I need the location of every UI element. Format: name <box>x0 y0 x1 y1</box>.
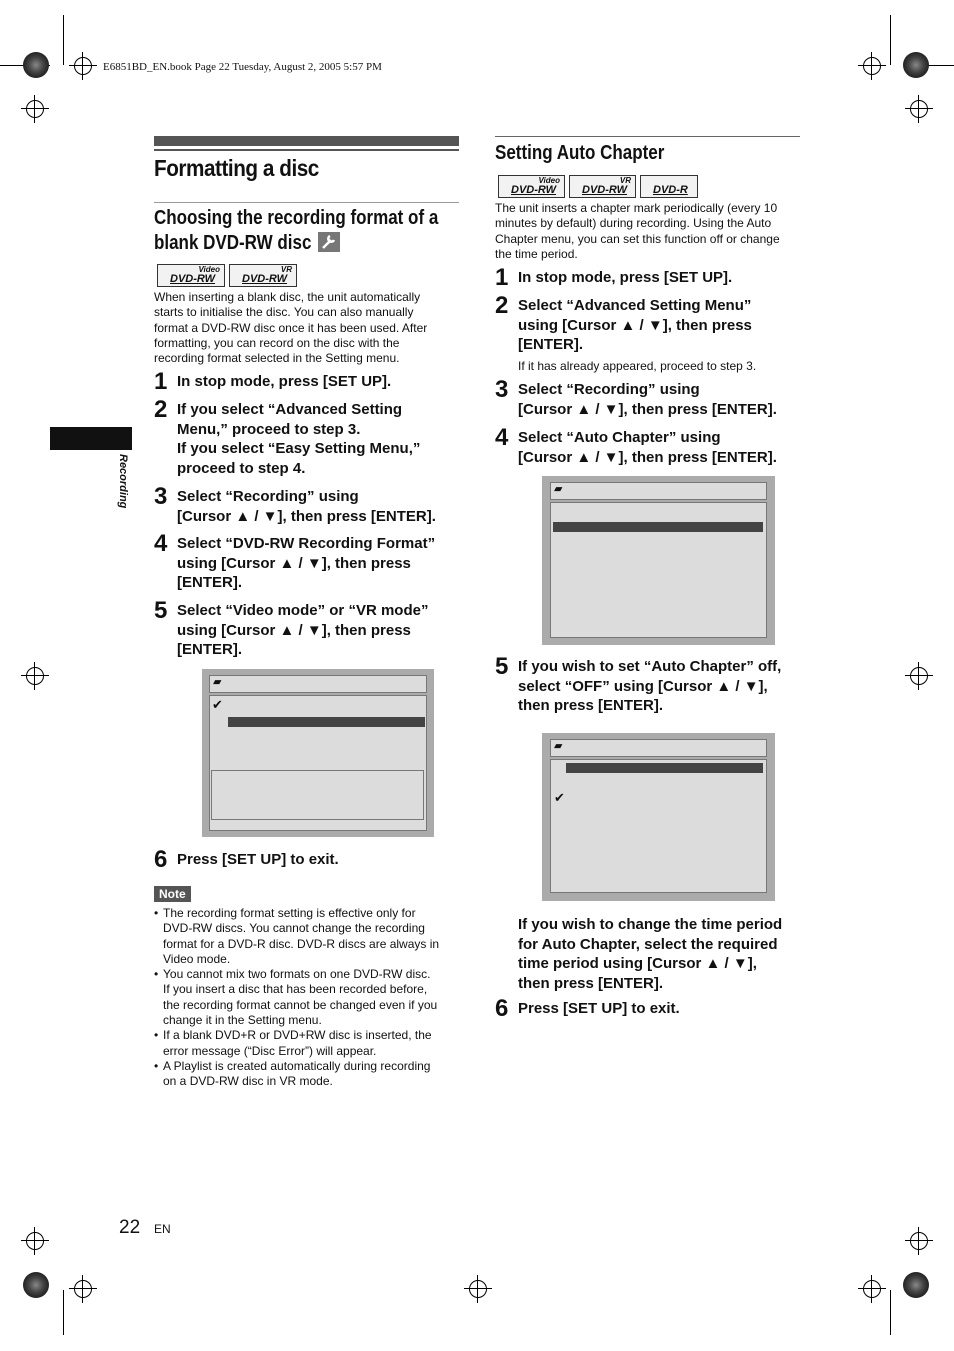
disc-type-badge <box>157 264 225 287</box>
note-item <box>154 1059 464 1090</box>
step-text <box>177 400 420 478</box>
badge-sup: VR <box>619 176 631 185</box>
crosshair-mark <box>863 57 881 75</box>
step-line: [Cursor ▲ / ▼], then press [ENTER]. <box>518 400 777 418</box>
text-line: starts to initialise the disc. You can also manually <box>154 305 414 320</box>
step-line: If you select “Easy Setting Menu,” <box>177 440 421 457</box>
title-bar <box>154 136 459 146</box>
registration-mark <box>23 52 49 78</box>
disc-type-badge <box>640 175 698 198</box>
wrench-icon <box>318 232 340 252</box>
crosshair-mark <box>74 1280 92 1298</box>
section-tab <box>50 427 132 450</box>
badge-label: DVD-RW <box>242 273 288 285</box>
step-number: 4 <box>495 424 509 451</box>
setup-menu-screen <box>202 669 434 837</box>
text-line: recording format selected in the Setting menu. <box>154 351 400 366</box>
note-line: • If a blank DVD+R or DVD+RW disc is inserted, the <box>163 1028 432 1043</box>
step-line: then press [ENTER]. <box>518 697 664 714</box>
text-line: formatting, you can record on the disc with the <box>154 335 400 350</box>
step-number: 2 <box>154 396 168 423</box>
text-line: The unit inserts a chapter mark periodically (every 10 <box>495 201 778 215</box>
step-line: In stop mode, press [SET UP]. <box>177 373 392 390</box>
title-bar-line <box>154 149 459 151</box>
step-line: Menu,” proceed to step 3. <box>177 420 361 438</box>
text-line: When inserting a blank disc, the unit automatically <box>154 290 421 304</box>
step-line: using [Cursor ▲ / ▼], then press <box>177 554 411 572</box>
step-line: using [Cursor ▲ / ▼], then press <box>518 316 752 334</box>
step-text <box>518 296 752 355</box>
setup-menu-icon: ▰ <box>554 483 563 495</box>
step-line: Select “Advanced Setting Menu” <box>518 297 752 314</box>
section-subtitle <box>154 206 460 256</box>
badge-label: DVD-RW <box>170 273 216 285</box>
crosshair-mark <box>910 100 928 118</box>
crosshair-mark <box>910 667 928 685</box>
step-text <box>518 380 777 419</box>
step-line: Select “Video mode” or “VR mode” <box>177 602 429 619</box>
badge-label: DVD-R <box>653 184 688 196</box>
step-line: proceed to step 4. <box>177 459 306 477</box>
intro-text <box>154 290 427 366</box>
badge-sup: Video <box>198 265 220 274</box>
step-number: 3 <box>495 376 509 403</box>
step-line: using [Cursor ▲ / ▼], then press <box>177 621 411 639</box>
note-line: • A Playlist is created automatically during recording <box>163 1058 431 1073</box>
badge-label: DVD-RW <box>511 184 557 196</box>
note-line: Video mode. <box>163 951 231 966</box>
step-line: Select “Recording” using <box>177 488 359 505</box>
crosshair-mark <box>26 1232 44 1250</box>
text-line: Chapter menu, you can set this function off or change <box>495 231 780 246</box>
step-text <box>177 534 435 593</box>
disc-type-badge <box>569 175 636 198</box>
step-line: [ENTER]. <box>177 641 242 658</box>
badge-sup: VR <box>280 265 292 274</box>
disc-type-badge <box>229 264 297 287</box>
step-text <box>177 372 391 392</box>
divider <box>154 202 459 203</box>
crosshair-mark <box>74 57 92 75</box>
note-line: • The recording format setting is effective only for <box>163 906 416 920</box>
note-line: DVD-RW discs. You cannot change the recording <box>163 921 425 936</box>
intro-text <box>495 201 780 262</box>
step-line: If you wish to set “Auto Chapter” off, <box>518 658 782 675</box>
step-number: 1 <box>495 264 509 291</box>
registration-mark <box>903 52 929 78</box>
text-line: the time period. <box>495 246 578 261</box>
note-list <box>154 906 464 1090</box>
extra-instruction <box>518 915 782 993</box>
step-number: 2 <box>495 292 509 319</box>
step-line: [ENTER]. <box>177 574 242 591</box>
note-line: on a DVD-RW disc in VR mode. <box>163 1074 333 1089</box>
badge-sup: Video <box>538 176 560 185</box>
step-text <box>518 657 781 716</box>
crosshair-mark <box>469 1280 487 1298</box>
note-line: change it in the Setting menu. <box>163 1013 322 1028</box>
step-number: 3 <box>154 483 168 510</box>
step-line: Press [SET UP] to exit. <box>518 1000 680 1017</box>
step-number: 1 <box>154 368 168 395</box>
step-number: 6 <box>154 846 168 873</box>
step-text <box>518 999 680 1019</box>
step-text <box>177 601 428 660</box>
crosshair-mark <box>910 1232 928 1250</box>
crosshair-mark <box>26 667 44 685</box>
setup-menu-screen <box>542 733 775 901</box>
step-line: In stop mode, press [SET UP]. <box>518 269 733 286</box>
crosshair-mark <box>863 1280 881 1298</box>
subtitle-line: Choosing the recording format of a <box>154 207 439 229</box>
step-text <box>177 487 436 526</box>
language-code: EN <box>154 1222 171 1236</box>
step-number: 6 <box>495 995 509 1022</box>
text-line: minutes by default) during recording. Using the Auto <box>495 216 772 231</box>
note-item <box>154 1028 464 1059</box>
step-line: select “OFF” using [Cursor ▲ / ▼], <box>518 677 768 695</box>
check-icon: ✔ <box>554 790 565 805</box>
subtitle-line: blank DVD-RW disc <box>154 232 312 254</box>
note-line: If you insert a disc that has been recorded before, <box>163 982 428 997</box>
step-text <box>177 850 339 870</box>
divider <box>495 136 800 137</box>
text-line: If you wish to change the time period <box>518 916 783 933</box>
highlight-bar <box>553 522 763 532</box>
disc-type-badge <box>498 175 565 198</box>
step-line: Select “Auto Chapter” using <box>518 429 721 446</box>
note-line: format for a DVD-R disc. DVD-R discs are always in <box>163 936 440 951</box>
note-label: Note <box>154 886 191 902</box>
step-line: Press [SET UP] to exit. <box>177 851 339 868</box>
crosshair-mark <box>26 100 44 118</box>
step-number: 4 <box>154 530 168 557</box>
step-line: Select “DVD-RW Recording Format” <box>177 535 436 552</box>
step-text <box>518 428 777 467</box>
text-line: format a DVD-RW disc once it has been used. After <box>154 320 428 335</box>
step-line: [Cursor ▲ / ▼], then press [ENTER]. <box>177 507 436 525</box>
step-line: If you select “Advanced Setting <box>177 401 403 418</box>
page-number: 22 <box>119 1217 141 1238</box>
text-line: then press [ENTER]. <box>518 974 664 992</box>
step-text <box>518 268 732 288</box>
registration-mark <box>903 1272 929 1298</box>
step-line: Select “Recording” using <box>518 381 700 398</box>
badge-label: DVD-RW <box>582 184 628 196</box>
section-label: Recording <box>117 454 129 509</box>
step-line: [ENTER]. <box>518 336 583 353</box>
text-line: time period using [Cursor ▲ / ▼], <box>518 955 757 972</box>
highlight-bar <box>566 763 763 773</box>
setup-menu-icon: ▰ <box>554 740 563 752</box>
step-note: If it has already appeared, proceed to step 3. <box>518 359 757 373</box>
page-title: Formatting a disc <box>154 155 319 181</box>
registration-mark <box>23 1272 49 1298</box>
note-item <box>154 967 464 1028</box>
note-line: • You cannot mix two formats on one DVD-RW disc. <box>163 967 431 982</box>
text-line: for Auto Chapter, select the required <box>518 935 778 953</box>
step-line: [Cursor ▲ / ▼], then press [ENTER]. <box>518 448 777 466</box>
section-title: Setting Auto Chapter <box>495 142 665 164</box>
highlight-bar <box>228 717 425 727</box>
setup-menu-icon: ▰ <box>213 676 222 688</box>
print-header: E6851BD_EN.book Page 22 Tuesday, August 2, 2005 5:57 PM <box>103 61 382 73</box>
note-item <box>154 906 464 967</box>
note-line: the recording format cannot be changed even if you <box>163 997 438 1012</box>
step-number: 5 <box>495 653 509 680</box>
note-line: error message (“Disc Error”) will appear. <box>163 1043 377 1058</box>
check-icon: ✔ <box>212 697 223 712</box>
setup-menu-screen <box>542 476 775 645</box>
step-number: 5 <box>154 597 168 624</box>
